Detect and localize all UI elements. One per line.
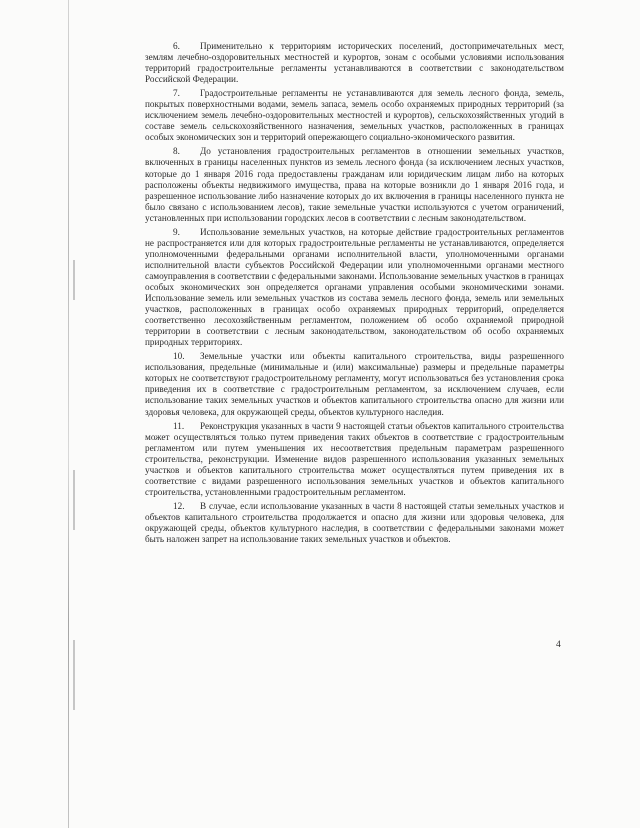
paragraph-6 — [145, 41, 564, 85]
paragraph-number: 7. — [173, 88, 180, 99]
scan-artifact — [73, 640, 75, 710]
scan-artifact — [73, 260, 75, 300]
paragraph-text: Использование земельных участков, на которые действие градостроительных регламентов не распространяется или для которых градостроительные регламенты не устанавливаются, определяется уполномоченными федеральными органами исполнительной власти, уполномоченными органами исполнительной власти субъектов Российской Федерации или уполномоченными органами местного самоуправления в соответствии с федеральными законами. Использование земельных участков в границах особых экономических зон определяется органами управления особыми экономическими зонами. Использование земель или земельных участков из состава земель лесного фонда, земель или земельных участков, расположенных в границах особо охраняемых природных территорий, определяется соответственно лесохозяйственным регламентом, положением об особо охраняемой природной территории в соответствии с лесным законодательством, законодательством об особо охраняемых природных территориях. — [145, 226, 564, 348]
page-number: 4 — [556, 640, 561, 650]
paragraph-9 — [145, 227, 564, 349]
document-body — [145, 41, 564, 545]
paragraph-number: 9. — [173, 226, 180, 237]
paragraph-text: Реконструкция указанных в части 9 настоящей статьи объектов капитального строительства может осуществляться только путем приведения таких объектов в соответствие с градостроительным регламентом или путем уменьшения их несоответствия предельным параметрам разрешенного строительства, реконструкции. Изменение видов разрешенного использования указанных земельных участков и объектов капитального строительства может осуществляться путем приведения их в соответствие с видами разрешенного использования земельных участков и объектов капитального строительства, установленными градостроительным регламентом. — [145, 420, 564, 497]
paragraph-text: В случае, если использование указанных в части 8 настоящей статьи земельных участков и объектов капитального строительства продолжается и опасно для жизни или здоровья человека, для окружающей среды, объектов культурного наследия, в соответствии с федеральными законами может быть наложен запрет на использование таких земельных участков и объектов. — [145, 500, 564, 545]
paragraph-number: 8. — [173, 146, 180, 157]
paragraph-12 — [145, 501, 564, 545]
paragraph-text: До установления градостроительных регламентов в отношении земельных участков, включенных в границы населенных пунктов из земель лесного фонда (за исключением лесных участков, которые до 1 января 2016 года предоставлены гражданам или юридическим лицам либо на которых расположены объекты недвижимого имущества, права на которые возникли до 1 января 2016 года, и разрешенное использование либо назначение которых до их включения в границы населенного пункта не было связано с использованием лесов), такие земельные участки используются с учетом ограничений, установленных при использовании городских лесов в соответствии с лесным законодательством. — [145, 146, 564, 223]
paragraph-8 — [145, 146, 564, 223]
paragraph-text: Земельные участки или объекты капитального строительства, виды разрешенного использования, предельные (минимальные и (или) максимальные) размеры и предельные параметры которых не соответствуют градостроительному регламенту, могут использоваться без установления срока приведения их в соответствие с градостроительным регламентом, за исключением случаев, если использование таких земельных участков и объектов капитального строительства опасно для жизни или здоровья человека, для окружающей среды, объектов культурного наследия. — [145, 351, 564, 417]
paragraph-text: Градостроительные регламенты не устанавливаются для земель лесного фонда, земель, покрытых поверхностными водами, земель запаса, земель особо охраняемых природных территорий (за исключением земель лечебно-оздоровительных местностей и курортов), сельскохозяйственных угодий в составе земель сельскохозяйственного назначения, земельных участков, расположенных в границах особых экономических зон и территорий опережающего социально-экономического развития. — [145, 88, 564, 143]
paragraph-10 — [145, 351, 564, 417]
paragraph-11 — [145, 421, 564, 498]
paragraph-number: 12. — [173, 500, 185, 511]
scan-edge-line — [68, 0, 69, 828]
paragraph-number: 11. — [173, 420, 185, 431]
paragraph-number: 10. — [173, 351, 185, 362]
paragraph-number: 6. — [173, 41, 180, 51]
paragraph-text: Применительно к территориям исторических поселений, достопримечательных мест, землям лечебно-оздоровительных местностей и курортов, зонам с особыми условиями использования территорий градостроительные регламенты устанавливаются в соответствии с законодательством Российской Федерации. — [145, 41, 564, 85]
paragraph-7 — [145, 88, 564, 143]
scan-artifact — [73, 470, 75, 530]
